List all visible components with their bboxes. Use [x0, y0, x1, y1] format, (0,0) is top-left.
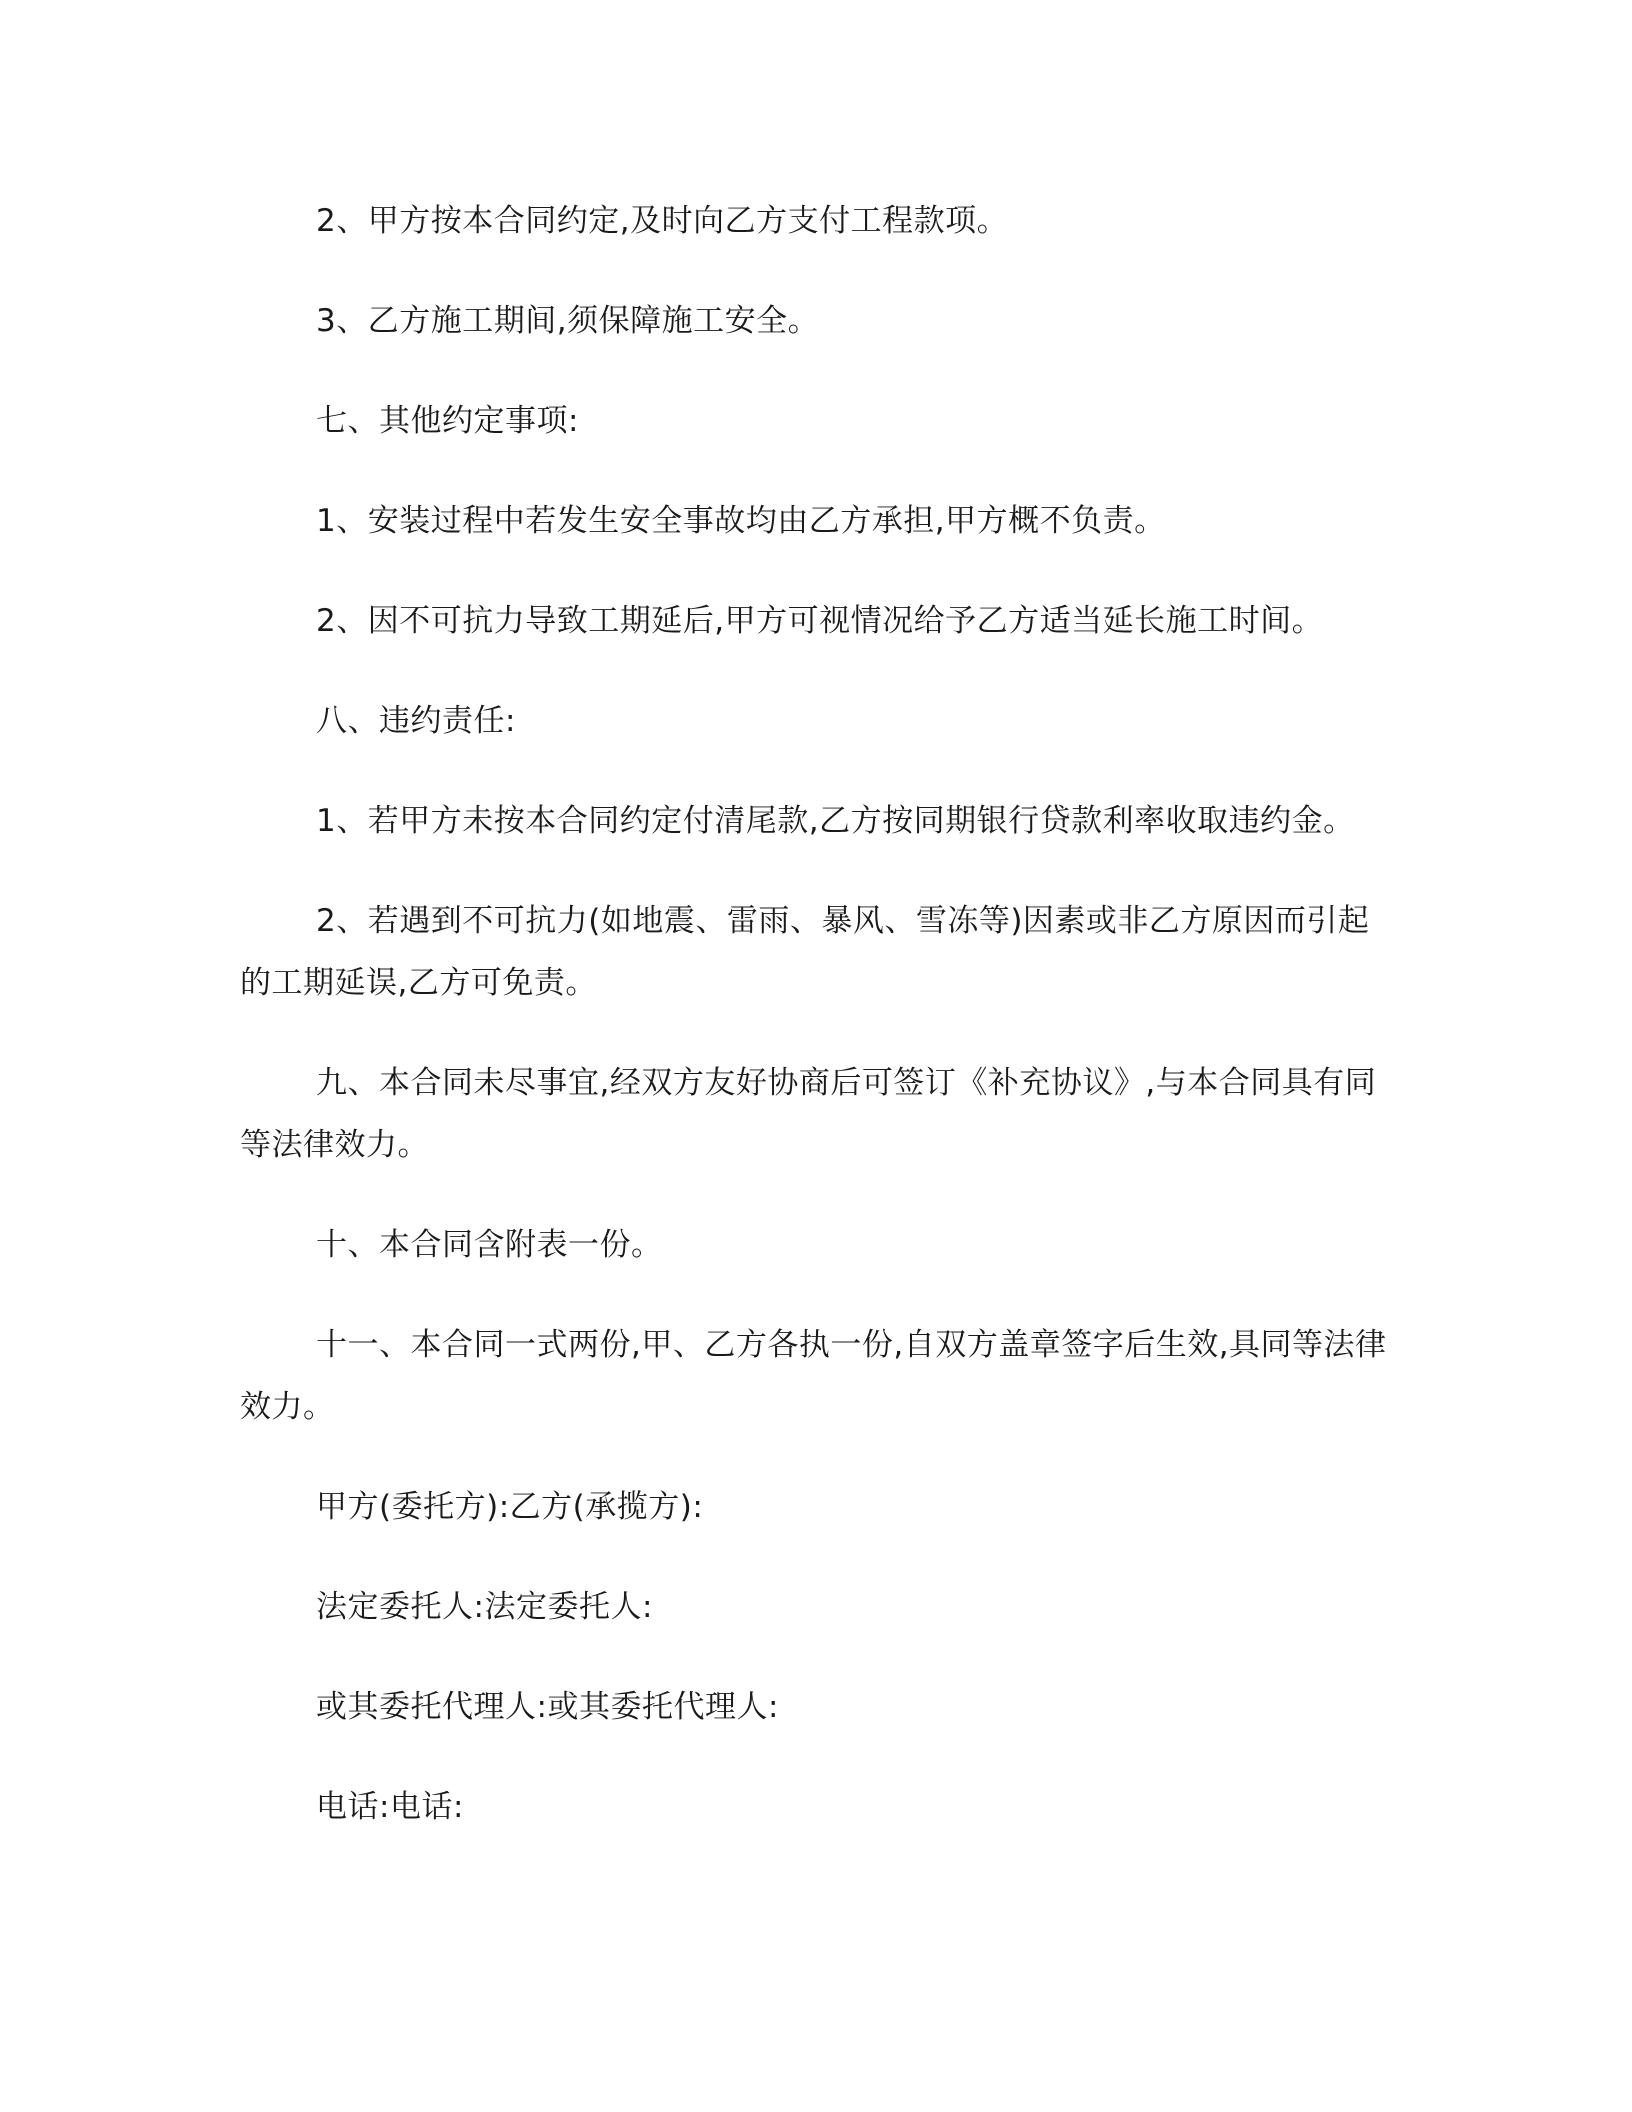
clause-7-2: 2、因不可抗力导致工期延后,甲方可视情况给予乙方适当延长施工时间。 — [316, 603, 1324, 639]
party-line: 甲方(委托方):乙方(承揽方): — [316, 1489, 704, 1525]
clause-8-1: 1、若甲方未按本合同约定付清尾款,乙方按同期银行贷款利率收取违约金。 — [316, 803, 1355, 839]
section-8-heading: 八、违约责任: — [316, 703, 516, 739]
phone-line: 电话:电话: — [316, 1789, 464, 1825]
section-7-heading: 七、其他约定事项: — [316, 403, 579, 439]
clause-6-3: 3、乙方施工期间,须保障施工安全。 — [316, 303, 820, 339]
clause-7-1: 1、安装过程中若发生安全事故均由乙方承担,甲方概不负责。 — [316, 503, 1166, 539]
section-11: 十一、本合同一式两份,甲、乙方各执一份,自双方盖章签字后生效,具同等法律效力。 — [240, 1327, 1387, 1425]
legal-representative-line: 法定委托人:法定委托人: — [316, 1589, 653, 1625]
agent-line: 或其委托代理人:或其委托代理人: — [316, 1689, 779, 1725]
document-body — [240, 190, 1390, 1876]
section-9: 九、本合同未尽事宜,经双方友好协商后可签订《补充协议》,与本合同具有同等法律效力。 — [240, 1065, 1377, 1163]
clause-8-2: 2、若遇到不可抗力(如地震、雷雨、暴风、雪冻等)因素或非乙方原因而引起的工期延误,乙方可免责。 — [240, 903, 1370, 1001]
section-10: 十、本合同含附表一份。 — [316, 1227, 663, 1263]
clause-6-2: 2、甲方按本合同约定,及时向乙方支付工程款项。 — [316, 203, 1009, 239]
